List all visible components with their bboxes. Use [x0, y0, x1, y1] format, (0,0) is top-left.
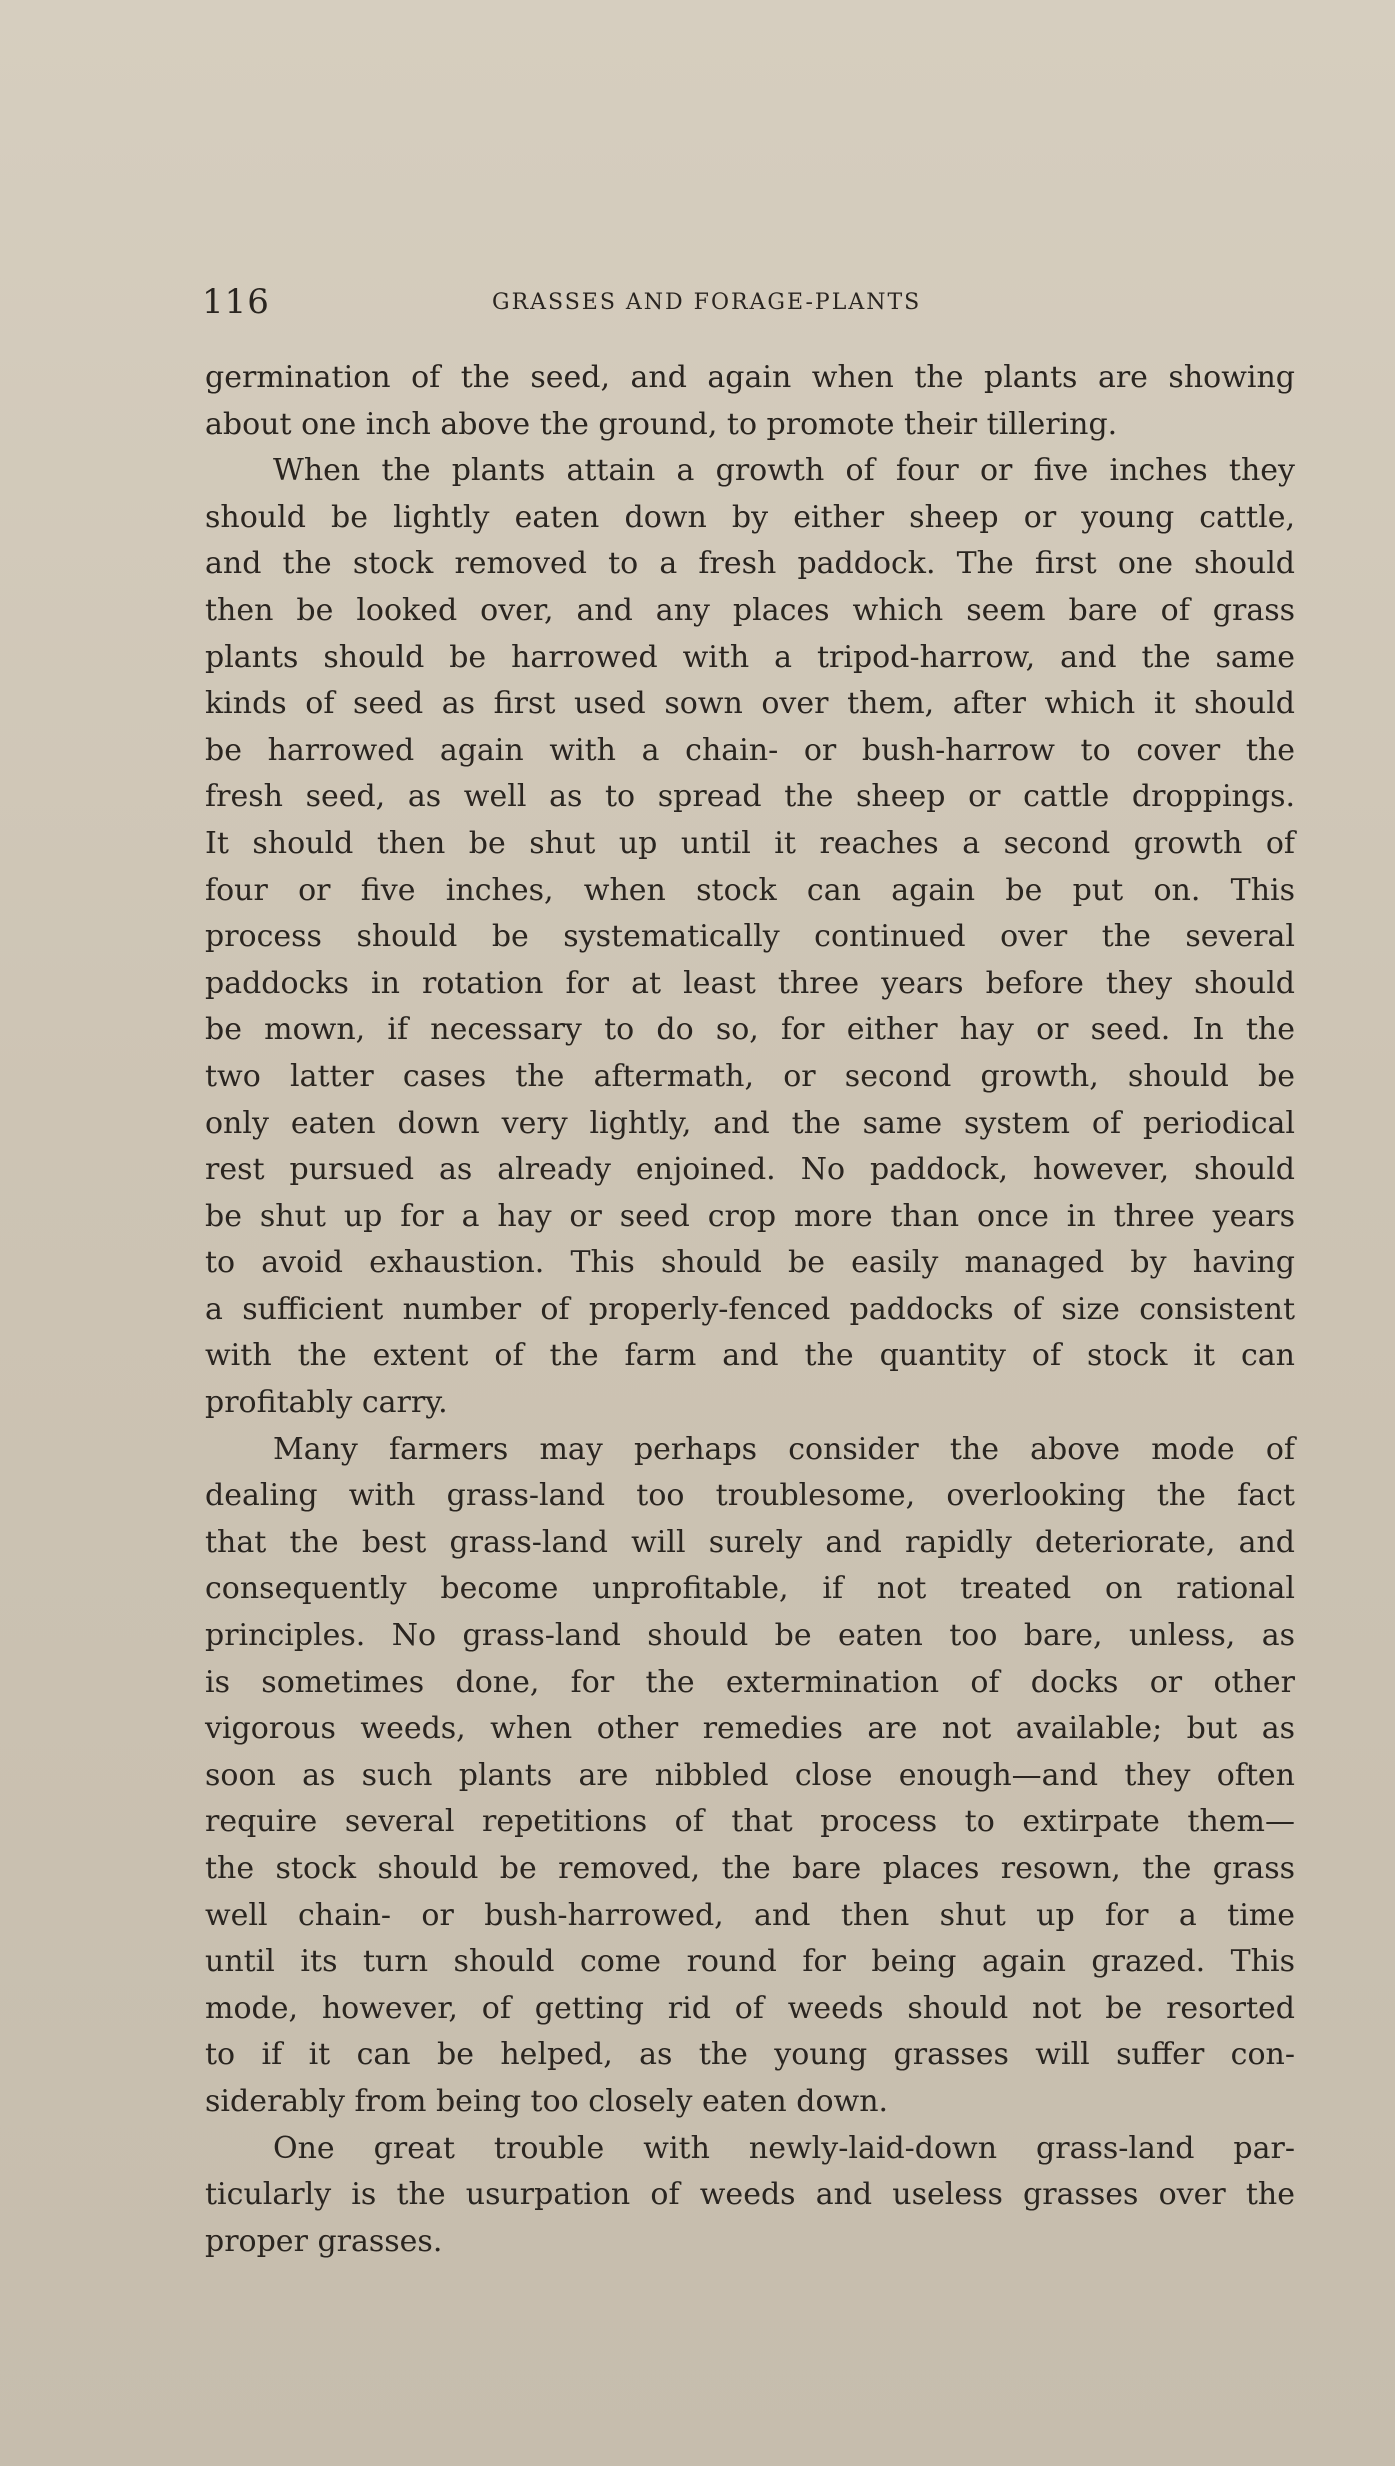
- running-head: [202, 282, 1297, 330]
- running-title: GRASSES AND FORAGE-PLANTS: [492, 290, 922, 315]
- text-line: One great trouble with newly-laid-down grass-land par-: [273, 2130, 1295, 2166]
- text-line: paddocks in rotation for at least three years before they should: [205, 965, 1295, 1001]
- text-line: only eaten down very lightly, and the same system of periodical: [205, 1105, 1295, 1141]
- text-line: mode, however, of getting rid of weeds should not be resorted: [205, 1990, 1295, 2026]
- text-line: and the stock removed to a fresh paddock. The first one should: [205, 546, 1295, 582]
- text-line: siderably from being too closely eaten down.: [205, 2083, 889, 2119]
- text-line: When the plants attain a growth of four or five inches they: [273, 453, 1295, 489]
- text-line: until its turn should come round for being again grazed. This: [205, 1944, 1295, 1980]
- text-line: be mown, if necessary to do so, for either hay or seed. In the: [205, 1012, 1295, 1048]
- text-line: rest pursued as already enjoined. No paddock, however, should: [205, 1152, 1295, 1188]
- text-line: It should then be shut up until it reaches a second growth of: [205, 825, 1295, 861]
- text-line: require several repetitions of that process to extirpate them—: [205, 1804, 1295, 1840]
- text-line: dealing with grass-land too troublesome, overlooking the fact: [205, 1478, 1295, 1514]
- text-line: with the extent of the farm and the quantity of stock it can: [205, 1338, 1295, 1374]
- text-line: kinds of seed as first used sown over them, after which it should: [205, 686, 1295, 722]
- page-number: 116: [202, 282, 270, 322]
- text-line: a sufficient number of properly-fenced paddocks of size consistent: [205, 1291, 1295, 1327]
- text-line: ticularly is the usurpation of weeds and useless grasses over the: [205, 2177, 1295, 2213]
- text-line: is sometimes done, for the extermination of docks or other: [205, 1664, 1295, 1700]
- text-line: be shut up for a hay or seed crop more than once in three years: [205, 1198, 1295, 1234]
- text-line: profitably carry.: [205, 1385, 448, 1421]
- text-line: principles. No grass-land should be eaten too bare, unless, as: [205, 1618, 1295, 1654]
- text-line: vigorous weeds, when other remedies are not available; but as: [205, 1711, 1295, 1747]
- text-line: soon as such plants are nibbled close enough—and they often: [205, 1757, 1295, 1793]
- text-line: about one inch above the ground, to promote their tillering.: [205, 406, 1118, 442]
- text-line: proper grasses.: [205, 2223, 443, 2259]
- text-line: should be lightly eaten down by either sheep or young cattle,: [205, 499, 1295, 535]
- text-line: to if it can be helped, as the young grasses will suffer con-: [205, 2037, 1295, 2073]
- text-line: four or five inches, when stock can again be put on. This: [205, 872, 1295, 908]
- text-line: that the best grass-land will surely and rapidly deteriorate, and: [205, 1524, 1295, 1560]
- text-line: two latter cases the aftermath, or second growth, should be: [205, 1058, 1295, 1094]
- text-line: then be looked over, and any places which seem bare of grass: [205, 592, 1295, 628]
- text-line: consequently become unprofitable, if not treated on rational: [205, 1571, 1295, 1607]
- text-line: plants should be harrowed with a tripod-harrow, and the same: [205, 639, 1295, 675]
- text-line: to avoid exhaustion. This should be easily managed by having: [205, 1245, 1295, 1281]
- text-line: the stock should be removed, the bare places resown, the grass: [205, 1851, 1295, 1886]
- text-line: germination of the seed, and again when the plants are showing: [205, 360, 1295, 395]
- text-line: Many farmers may perhaps consider the above mode of: [273, 1431, 1295, 1467]
- body-text: [205, 355, 1295, 2265]
- text-line: be harrowed again with a chain- or bush-harrow to cover the: [205, 732, 1295, 768]
- text-line: process should be systematically continued over the several: [205, 919, 1295, 955]
- text-line: well chain- or bush-harrowed, and then shut up for a time: [205, 1897, 1295, 1933]
- text-line: fresh seed, as well as to spread the sheep or cattle droppings.: [205, 779, 1295, 815]
